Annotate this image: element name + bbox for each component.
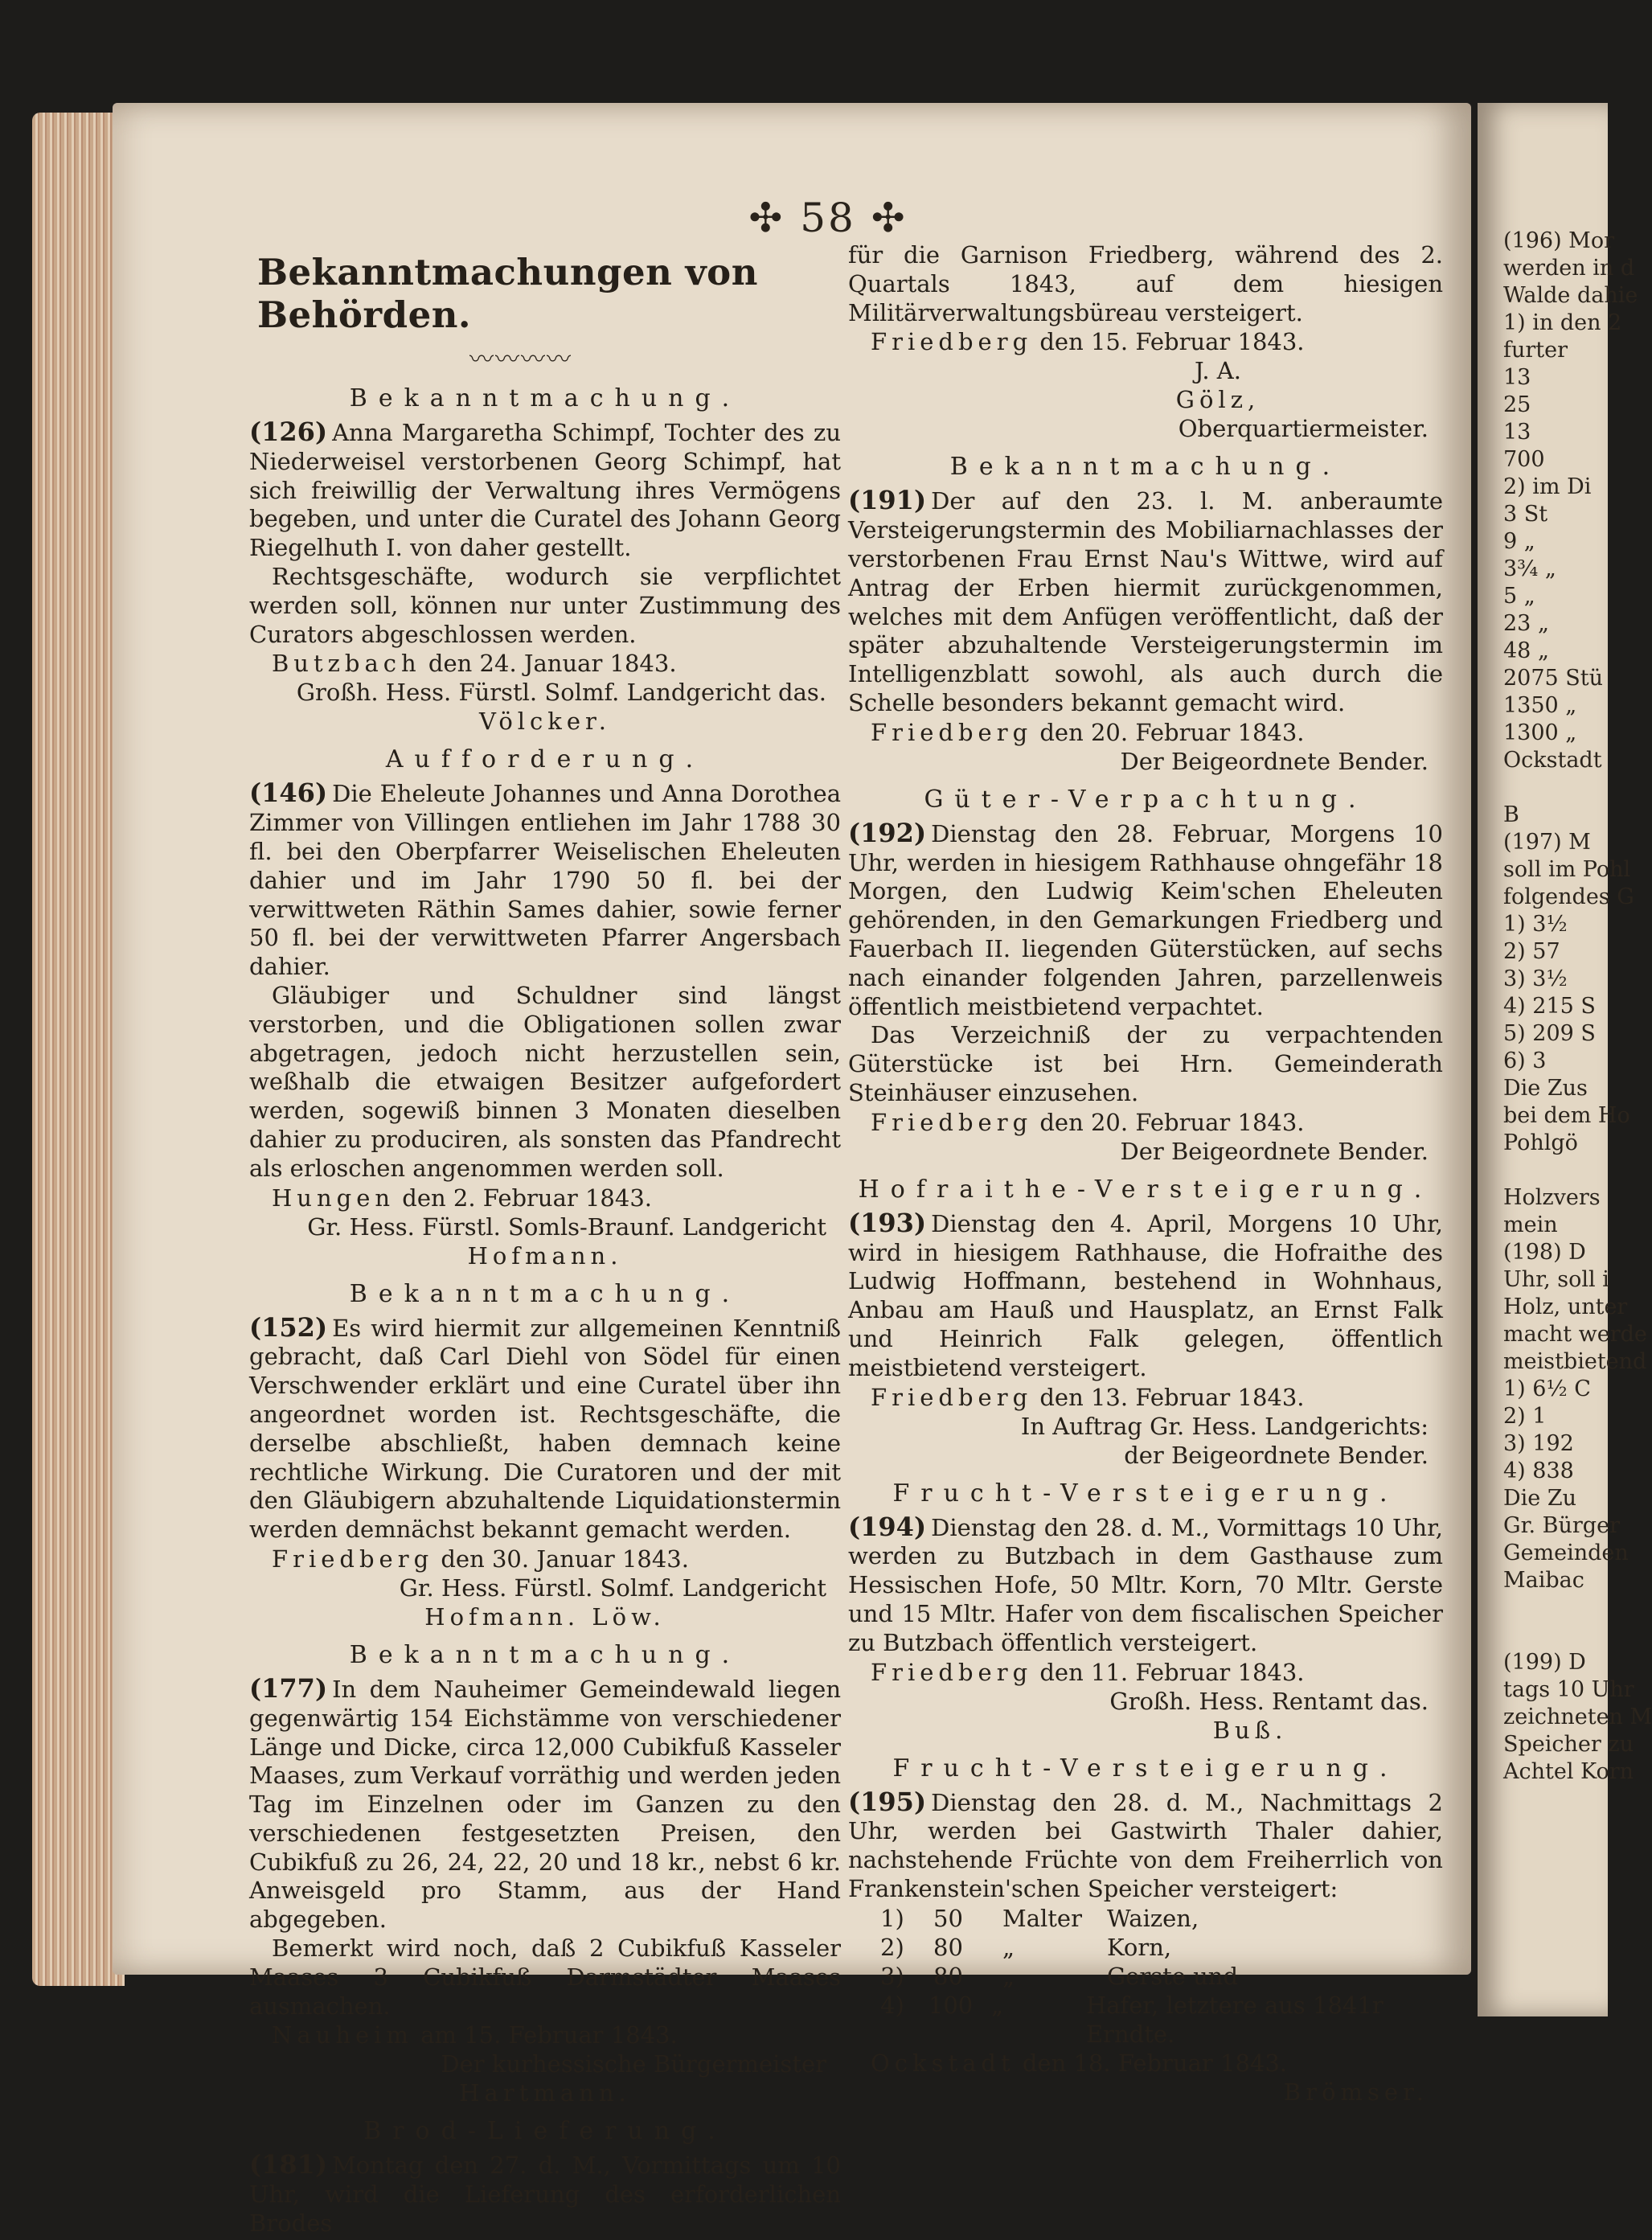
notice-heading: Bekanntmachung. (349, 384, 741, 412)
notice-152 (249, 1278, 841, 1631)
next-page-fragment: 2) im Di (1503, 474, 1592, 499)
signature-title: Oberquartiermeister. (1178, 415, 1429, 443)
notice-body: (146) Die Eheleute Johannes und Anna Dorothea Zimmer von Villingen entliehen im Jahr 1788 30 fl. bei den Oberpfarrer Weiselischen Eheleuten dahier und im Jahr 1790 50 fl. bei der verwittweten Räthin Sames dahier, sowie ferner 50 fl. bei der verwittweten Pfarrer Angersbach dahier. (249, 777, 841, 981)
next-page-fragment: Ockstadt (1503, 748, 1602, 773)
notice-body-2: Rechtsgeschäfte, wodurch sie verpflichtet werden soll, können nur unter Zustimmung des Curators abgeschlossen werden. (249, 562, 841, 648)
page-number (732, 195, 924, 241)
notice-193 (848, 1174, 1443, 1470)
notice-number: (152) (249, 1311, 328, 1343)
notice-number: (191) (848, 485, 927, 516)
notice-body-2: Das Verzeichniß der zu verpachtenden Güterstücke ist bei Hrn. Gemeinderath Steinhäuser einzusehen. (848, 1021, 1443, 1106)
next-page-fragment: bei dem Ho (1503, 1103, 1630, 1128)
notice-heading: Frucht-Versteigerung. (892, 1754, 1399, 1783)
ornament-left: ✣ (748, 195, 785, 241)
ornament-right: ✣ (871, 195, 908, 241)
item-list (848, 1904, 1443, 2049)
dateline: Nauheim am 15. Februar 1843. (272, 2021, 678, 2049)
notice-heading: Bekanntmachung. (349, 1279, 741, 1308)
page-edges (32, 113, 125, 1986)
notice-body: (152) Es wird hiermit zur allgemeinen Kenntniß gebracht, daß Carl Diehl von Södel für einen Verschwender erklärt und eine Curatel über ihn angeordnet worden ist. Rechtsgeschäfte, die derselbe abschließt, haben demnach keine rechtliche Wirkung. Die Curatoren und der mit den Gläubigern abzuhaltende Liquidationstermin werden demnächst bekannt gemacht werden. (249, 1311, 841, 1544)
next-page-fragment: mein (1503, 1212, 1558, 1237)
next-page-fragment: meistbietend (1503, 1349, 1647, 1374)
next-page-fragment: Die Zu (1503, 1486, 1576, 1511)
signature-name: Buß. (1212, 1716, 1288, 1744)
notice-body: (126) Anna Margaretha Schimpf, Tochter des zu Niederweisel verstorbenen Georg Schimpf, hat sich freiwillig der Verwaltung ihres Vermögens begeben, und unter die Curatel des Johann Georg Riegelhuth I. von daher gestellt. (249, 416, 841, 562)
signature: Der kurhessische Bürgermeister (441, 2050, 826, 2078)
next-page-fragment: 3¾ „ (1503, 556, 1556, 581)
next-page-fragment: 1350 „ (1503, 693, 1577, 718)
list-item: 3) 80 „ Gerste und (880, 1962, 1239, 1990)
notice-number: (181) (249, 2149, 328, 2181)
dateline: Butzbach den 24. Januar 1843. (272, 650, 677, 678)
next-page-fragment: Pohlgö (1503, 1130, 1578, 1155)
page-number-text: 58 (800, 195, 856, 241)
notice-181-continued (848, 241, 1443, 443)
notice-194 (848, 1478, 1443, 1745)
notice-body: (195) Dienstag den 28. d. M., Nachmittags 2 Uhr, werden bei Gastwirth Thaler dahier, nachstehende Früchte von dem Freiherrlich von Frankenstein'schen Speicher versteigert: (848, 1786, 1443, 1902)
next-page-fragment (1478, 1594, 1608, 1622)
signature: J. A. (1195, 357, 1241, 385)
notice-number: (192) (848, 817, 927, 848)
next-page-fragment: 5) 209 S (1503, 1021, 1596, 1046)
signature: Großh. Hess. Rentamt das. (1109, 1687, 1429, 1715)
next-page-fragment: 3) 3½ (1503, 966, 1568, 991)
notice-number: (146) (249, 777, 328, 809)
dateline: Hungen den 2. Februar 1843. (272, 1184, 652, 1212)
notice-body: (194) Dienstag den 28. d. M., Vormittags 10 Uhr, werden zu Butzbach in dem Gasthause zum Hessischen Hofe, 50 Mltr. Korn, 70 Mltr. Gerste und 15 Mltr. Hafer von dem fiscalischen Speicher zu Butzbach öffentlich versteigert. (848, 1511, 1443, 1656)
signature-name: Völcker. (479, 708, 611, 736)
signature-name: Hofmann. (467, 1241, 623, 1270)
left-column (249, 241, 841, 2240)
signature: Großh. Hess. Fürstl. Solmf. Landgericht das. (296, 679, 826, 707)
notice-146 (249, 744, 841, 1270)
header-ornament: 〰〰〰〰 (469, 346, 572, 374)
next-page-fragment: (196) Mor (1503, 228, 1614, 253)
next-page-fragment: 13 (1503, 420, 1531, 445)
next-page-fragment: 2075 Stü (1503, 666, 1604, 691)
notice-body: (181) Montag den 27. d. M., Vormittags um 10 Uhr, wird die Lieferung des erforderlichen Brodes (249, 2149, 841, 2238)
next-page-fragment: Die Zus (1503, 1076, 1588, 1101)
next-page-fragment: 25 (1503, 392, 1531, 417)
notice-body-2: Bemerkt wird noch, daß 2 Cubikfuß Kasseler Maases 3 Cubikfuß Darmstädter Maases ausmachen. (249, 1934, 841, 2020)
next-page-fragment: 4) 215 S (1503, 994, 1596, 1019)
notice-heading: Bekanntmachung. (349, 1640, 741, 1669)
notice-body: für die Garnison Friedberg, während des 2. Quartals 1843, auf dem hiesigen Militärverwaltungsbüreau versteigert. (848, 241, 1443, 326)
signature-name: Hartmann. (459, 2079, 631, 2107)
next-page-fragment: (197) M (1503, 830, 1591, 855)
next-page-fragment: Maibac (1503, 1568, 1584, 1593)
next-page-fragment: 9 „ (1503, 529, 1535, 554)
dateline: Friedberg den 11. Februar 1843. (871, 1658, 1305, 1686)
signature: In Auftrag Gr. Hess. Landgerichts: (1020, 1412, 1429, 1440)
next-page-fragment: (198) D (1503, 1240, 1586, 1265)
next-page-fragment: furter (1503, 338, 1568, 363)
dateline: Friedberg den 30. Januar 1843. (272, 1545, 689, 1573)
signature-name: der Beigeordnete Bender. (1124, 1441, 1429, 1469)
signature: Der Beigeordnete Bender. (1120, 1137, 1429, 1165)
notice-heading: Aufforderung. (385, 745, 705, 774)
notice-heading: Brod-Lieferung. (363, 2117, 727, 2146)
next-page-fragment: folgendes G (1503, 884, 1634, 909)
notice-body: (193) Dienstag den 4. April, Morgens 10 Uhr, wird in hiesigem Rathhause, die Hofraithe des Ludwig Hoffmann, bestehend in Wohnhaus, Anbau am Hauß und Hausplatz, an Ernst Falk und Heinrich Falk gelegen, öffentlich meistbietend versteigert. (848, 1207, 1443, 1381)
next-page-fragment: Speicher zu (1503, 1732, 1634, 1757)
notice-heading: Güter-Verpachtung. (924, 785, 1367, 814)
next-page-fragment: Holz, unter (1503, 1294, 1628, 1319)
dateline: Friedberg den 20. Februar 1843. (871, 1108, 1305, 1136)
notice-number: (126) (249, 416, 328, 447)
next-page-fragment: macht werde (1503, 1322, 1647, 1347)
notice-body: (192) Dienstag den 28. Februar, Morgens 10 Uhr, werden in hiesigem Rathhause ohngefähr 18 Morgen, den Ludwig Keim'schen Eheleuten gehörenden, in den Gemarkungen Friedberg und Fauerbach II. liegenden Güterstücken, auf sechs nach einander folgenden Jahren, parzellenweis öffentlich meistbietend verpachtet. (848, 817, 1443, 1020)
dateline: Friedberg den 13. Februar 1843. (871, 1383, 1305, 1411)
next-page-fragment: 48 „ (1503, 638, 1549, 663)
next-page-fragment: Gemeinden (1503, 1541, 1629, 1565)
signature-name: Hofmann. Löw. (424, 1602, 666, 1631)
next-page-fragment: 3) 192 (1503, 1431, 1574, 1456)
next-page-fragment: 5 „ (1503, 584, 1535, 609)
notice-body: (177) In dem Nauheimer Gemeindewald liegen gegenwärtig 154 Eichstämme von verschiedener Länge und Dicke, circa 12,000 Cubikfuß Kasseler Maases, zum Verkauf vorräthig und werden jeden Tag im Einzelnen oder im Ganzen zu den verschiedenen festgesetzten Preisen, den Cubikfuß zu 26, 24, 22, 20 und 18 kr., nebst 6 kr. Anweisgeld pro Stamm, aus der Hand abgegeben. (249, 1672, 841, 1934)
next-page-fragment: Holzvers (1503, 1185, 1601, 1210)
next-page-fragment (1478, 1622, 1608, 1649)
dateline: Ockstadt den 18. Februar 1843. (871, 2049, 1288, 2077)
next-page-fragment: 2) 57 (1503, 939, 1560, 964)
list-item: 1) 50 Malter Waizen, (880, 1904, 1199, 1932)
next-page-fragment: 700 (1503, 447, 1545, 472)
next-page-sliver (1478, 103, 1652, 2016)
notice-191 (848, 451, 1443, 775)
next-page-fragment: 23 „ (1503, 611, 1549, 636)
notice-192 (848, 784, 1443, 1166)
notice-heading: Frucht-Versteigerung. (892, 1479, 1399, 1508)
right-column (848, 241, 1443, 2108)
next-page-fragment: B (1503, 802, 1519, 827)
next-page-fragment: 13 (1503, 365, 1531, 390)
notice-body: (191) Der auf den 23. l. M. anberaumte Versteigerungstermin des Mobiliarnachlasses der verstorbenen Frau Ernst Nau's Wittwe, wird auf Antrag der Erben hiermit zurückgenommen, welches mit dem Anfügen veröffentlicht, daß der später abzuhaltende Versteigerungstermin im Intelligenzblatt sowohl, als auch durch die Schelle besonders bekannt gemacht wird. (848, 485, 1443, 716)
notice-number: (177) (249, 1672, 328, 1704)
signature: Brömser. (1283, 2078, 1429, 2106)
next-page-fragment: 6) 3 (1503, 1048, 1547, 1073)
next-page-fragment: werden in d (1503, 256, 1635, 281)
next-page-fragment: (199) D (1503, 1650, 1586, 1675)
next-page-fragment: Achtel Korn (1503, 1759, 1634, 1784)
notice-body-2: Gläubiger und Schuldner sind längst verstorben, und die Obligationen sollen zwar abgetragen, jedoch nicht herzustellen sein, weßhalb die etwaigen Besitzer aufgefordert werden, sogewiß binnen 3 Monaten dieselben dahier zu produciren, als sonsten das Pfandrecht als erloschen angenommen werden soll. (249, 981, 841, 1182)
next-page-fragment: tags 10 Uhr (1503, 1677, 1634, 1702)
next-page-fragment: 3 St (1503, 502, 1548, 527)
notice-number: (195) (848, 1786, 927, 1817)
list-item: 4) 100 „ Hafer, letztere aus 1841r Erndte. (880, 1991, 1383, 2048)
next-page-fragment: Uhr, soll i (1503, 1267, 1609, 1292)
next-page-fragment: 1) 3½ (1503, 912, 1568, 937)
notice-heading: Hofraithe-Versteigerung. (858, 1175, 1433, 1204)
signature-name: Gölz, (1175, 386, 1261, 414)
next-page-fragment: zeichneten M (1503, 1705, 1652, 1729)
next-page-fragment (1478, 774, 1608, 802)
next-page-fragment: Walde dahie (1503, 283, 1638, 308)
dateline: Friedberg den 20. Februar 1843. (871, 718, 1305, 746)
next-page-fragment: 1) in den 2 (1503, 310, 1622, 335)
notice-195 (848, 1753, 1443, 2107)
notice-126 (249, 383, 841, 736)
signature: Der Beigeordnete Bender. (1120, 747, 1429, 775)
notice-number: (193) (848, 1207, 927, 1238)
next-page-fragment: Gr. Bürger (1503, 1513, 1620, 1538)
notice-177 (249, 1639, 841, 2108)
list-item: 2) 80 „ Korn, (880, 1933, 1172, 1961)
signature: Gr. Hess. Fürstl. Somls-Braunf. Landgericht (307, 1212, 826, 1241)
dateline: Friedberg den 15. Februar 1843. (871, 328, 1305, 356)
next-page-fragment: soll im Pohl (1503, 857, 1631, 882)
notice-181 (249, 2115, 841, 2238)
next-page-fragment (1478, 1157, 1608, 1184)
next-page-fragment: 4) 838 (1503, 1458, 1574, 1483)
next-page-fragment: 1) 6½ C (1503, 1376, 1591, 1401)
notice-number: (194) (848, 1511, 927, 1542)
next-page-fragment: 2) 1 (1503, 1404, 1547, 1429)
signature: Gr. Hess. Fürstl. Solmf. Landgericht (399, 1573, 826, 1602)
section-header: Bekanntmachungen von Behörden. (257, 251, 758, 336)
notice-heading: Bekanntmachung. (949, 453, 1342, 482)
next-page-fragment: 1300 „ (1503, 720, 1577, 745)
